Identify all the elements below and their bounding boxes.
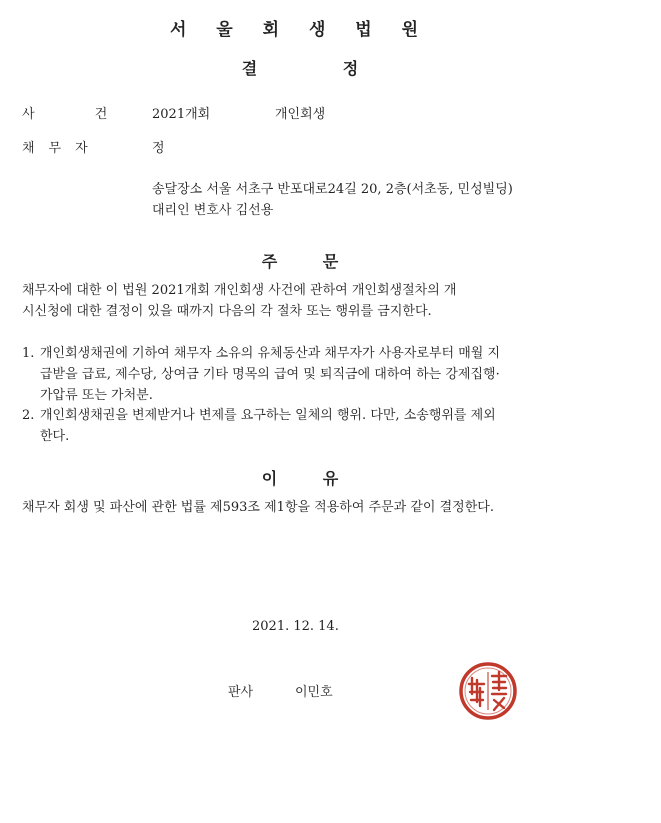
decision-date: 2021. 12. 14. [252, 619, 339, 634]
order-item-1-line-3: 가압류 또는 가처분. [40, 388, 153, 403]
debtor-label: 채무자 [22, 141, 102, 156]
court-name: 서 울 회 생 법 원 [169, 20, 431, 40]
reason-heading: 이 유 [261, 469, 339, 488]
order-intro-line-1: 채무자에 대한 이 법원 2021개회 개인회생 사건에 관하여 개인회생절차의 개 [22, 283, 457, 298]
judge-seal-stamp [458, 660, 518, 722]
judge-name: 이민호 [295, 685, 333, 700]
order-item-1-line-2: 급받을 급료, 제수당, 상여금 기타 명목의 급여 및 퇴직금에 대하여 하는 강제집행· [40, 367, 500, 382]
agent-lawyer: 대리인 변호사 김선용 [152, 203, 274, 218]
order-item-2-line-1: 개인회생채권을 변제받거나 변제를 요구하는 일체의 행위. 다만, 소송행위를 제외 [40, 408, 496, 423]
seal-icon [458, 660, 518, 722]
case-number: 2021개회 [152, 107, 211, 122]
order-intro-line-2: 시신청에 대한 결정이 있을 때까지 다음의 각 절차 또는 행위를 금지한다. [22, 304, 432, 319]
reason-text: 채무자 회생 및 파산에 관한 법률 제593조 제1항을 적용하여 주문과 같이 결정한다. [22, 500, 494, 515]
case-type: 개인회생 [275, 107, 326, 122]
document-type: 결 정 [241, 59, 359, 78]
order-heading: 주 문 [261, 252, 339, 271]
case-label: 사 건 [22, 107, 136, 122]
order-item-1-line-1: 개인회생채권에 기하여 채무자 소유의 유체동산과 채무자가 사용자로부터 매월 지 [40, 346, 501, 361]
service-address: 송달장소 서울 서초구 반포대로24길 20, 2층(서초동, 민성빌딩) [152, 182, 513, 197]
debtor-name: 정 [152, 141, 165, 156]
judge-title: 판사 [228, 685, 254, 700]
order-item-2-number: 2. [22, 408, 35, 423]
order-item-2-line-2: 한다. [40, 429, 70, 444]
order-item-1-number: 1. [22, 346, 35, 361]
